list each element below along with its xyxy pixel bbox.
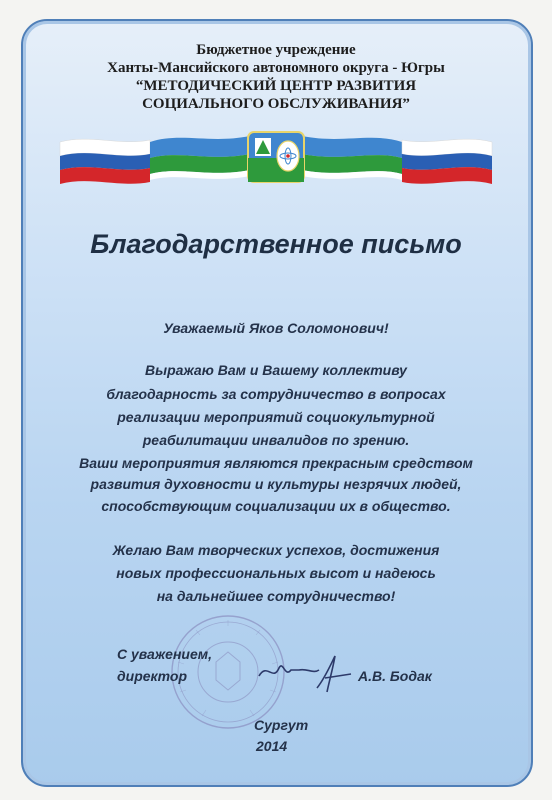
- header-region: Ханты-Мансийского автономного округа - Югры: [107, 60, 445, 76]
- header-organization-type: Бюджетное учреждение: [196, 42, 356, 58]
- russian-flag-left: [60, 139, 150, 184]
- signature-position: директор: [117, 668, 188, 684]
- ugra-coat-of-arms-icon: [248, 132, 304, 182]
- header-center-name-line1: “МЕТОДИЧЕСКИЙ ЦЕНТР РАЗВИТИЯ: [135, 78, 417, 94]
- wishes-line-1: Желаю Вам творческих успехов, достижения: [112, 542, 440, 558]
- body-line-6: развития духовности и культуры незрячих людей,: [90, 476, 462, 492]
- signature-name: А.В. Бодак: [358, 668, 432, 684]
- body-line-7: способствующим социализации их в общество.: [101, 498, 451, 514]
- body-line-2: благодарность за сотрудничество в вопросах: [106, 386, 446, 402]
- flags-banner: [50, 124, 502, 196]
- body-line-4: реабилитации инвалидов по зрению.: [142, 432, 410, 448]
- body-line-5: Ваши мероприятия являются прекрасным средством: [79, 455, 473, 471]
- russian-flag-right: [402, 139, 492, 184]
- footer-year: 2014: [256, 738, 288, 754]
- document-title: Благодарственное письмо: [90, 229, 462, 259]
- body-line-1: Выражаю Вам и Вашему коллективу: [145, 362, 407, 378]
- wishes-line-2: новых профессиональных высот и надеюсь: [116, 565, 436, 581]
- ugra-flag-right: [302, 136, 402, 180]
- wishes-line-3: на дальнейшее сотрудничество!: [156, 588, 396, 604]
- salutation: Уважаемый Яков Соломонович!: [163, 320, 389, 336]
- handwritten-signature: [255, 648, 365, 698]
- footer-city: Сургут: [254, 717, 309, 733]
- ugra-flag-left: [150, 136, 250, 180]
- header-center-name-line2: СОЦИАЛЬНОГО ОБСЛУЖИВАНИЯ”: [142, 96, 410, 112]
- body-line-3: реализации мероприятий социокультурной: [117, 409, 435, 425]
- signature-regards: С уважением,: [117, 646, 212, 662]
